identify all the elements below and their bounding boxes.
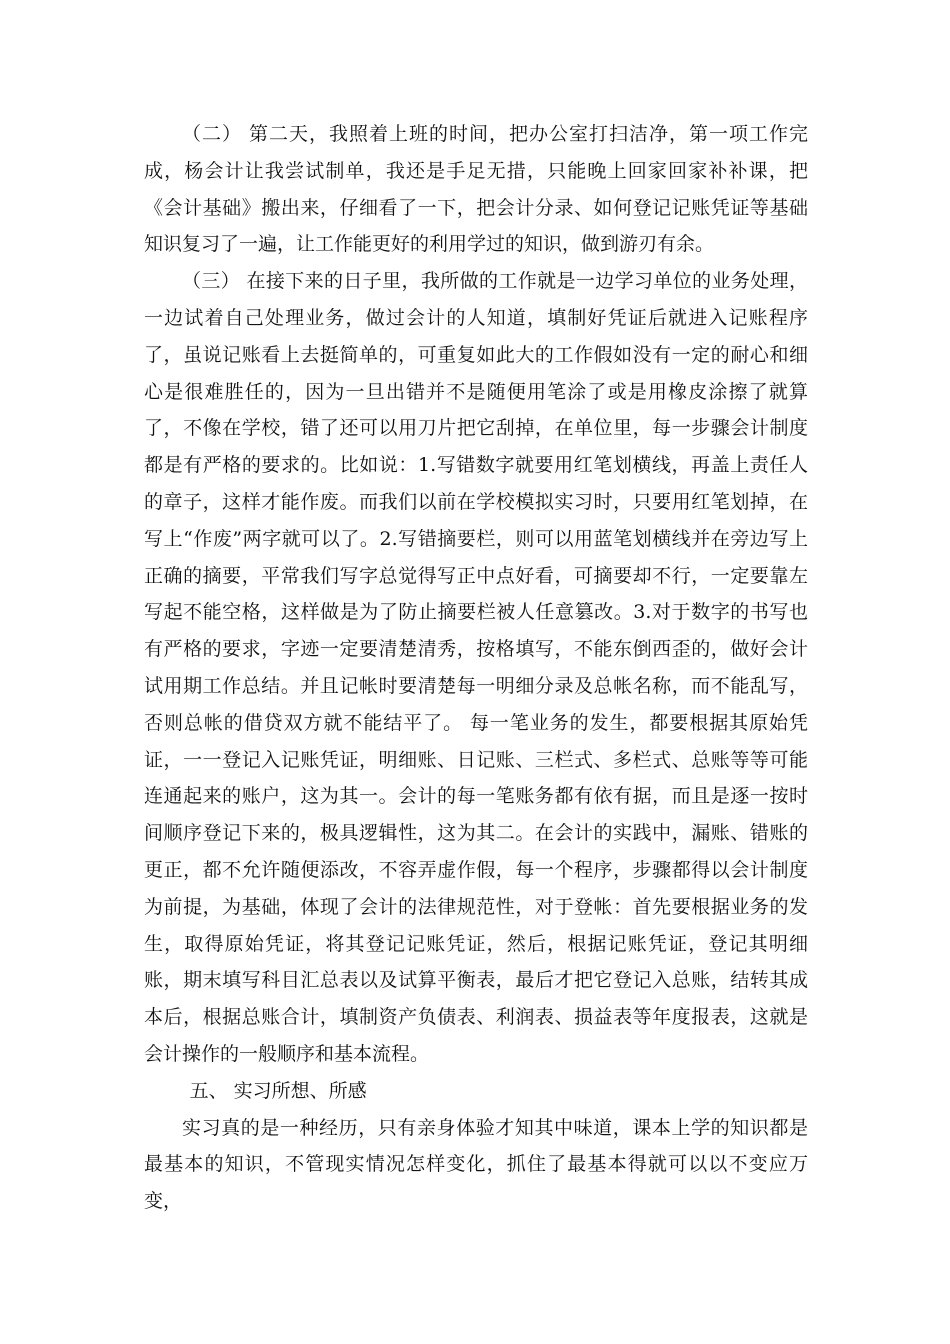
paragraph-following-days: （三） 在接下来的日子里，我所做的工作就是一边学习单位的业务处理，一边试着自己处理业务，做过会计的人知道，填制好凭证后就进入记账程序了，虽说记账看上去挺简单的，可重复如此大的工作假如没有一定的耐心和细心是很难胜任的，因为一旦出错并不是随便用笔涂了或是用橡皮涂擦了就算了，不像在学校，错了还可以用刀片把它刮掉，在单位里，每一步骤会计制度都是有严格的要求的。比如说：1.写错数字就要用红笔划横线，再盖上责任人的章子，这样才能作废。而我们以前在学校模拟实习时，只要用红笔划掉，在写上“作废”两字就可以了。2.写错摘要栏，则可以用蓝笔划横线并在旁边写上正确的摘要，平常我们写字总觉得写正中点好看，可摘要却不行，一定要靠左写起不能空格，这样做是为了防止摘要栏被人任意篡改。3.对于数字的书写也有严格的要求，字迹一定要清楚清秀，按格填写，不能东倒西歪的，做好会计试用期工作总结。并且记帐时要清楚每一明细分录及总帐名称，而不能乱写，否则总帐的借贷双方就不能结平了。 每一笔业务的发生，都要根据其原始凭证，一一登记入记账凭证，明细账、日记账、三栏式、多栏式、总账等等可能连通起来的账户，这为其一。会计的每一笔账务都有依有据，而且是逐一按时间顺序登记下来的，极具逻辑性，这为其二。在会计的实践中，漏账、错账的更正，都不允许随便添改，不容弄虚作假，每一个程序，步骤都得以会计制度为前提，为基础，体现了会计的法律规范性，对于登帐：首先要根据业务的发生，取得原始凭证，将其登记记账凭证，然后，根据记账凭证，登记其明细账，期末填写科目汇总表以及试算平衡表，最后才把它登记入总账，结转其成本后，根据总账合计，填制资产负债表、利润表、损益表等年度报表，这就是会计操作的一般顺序和基本流程。 [144,270,808,1065]
document-page [144,116,808,1220]
paragraph-reflection: 实习真的是一种经历，只有亲身体验才知其中味道，课本上学的知识都是最基本的知识，不管现实情况怎样变化，抓住了最基本得就可以以不变应万变， [144,1116,808,1213]
paragraph-day-two: （二） 第二天，我照着上班的时间，把办公室打扫洁净，第一项工作完成，杨会计让我尝试制单，我还是手足无措，只能晚上回家回家补补课，把《会计基础》搬出来，仔细看了一下，把会计分录、如何登记记账凭证等基础知识复习了一遍，让工作能更好的利用学过的知识，做到游刃有余。 [144,123,808,256]
section-heading: 五、 实习所想、所感 [189,1079,367,1102]
